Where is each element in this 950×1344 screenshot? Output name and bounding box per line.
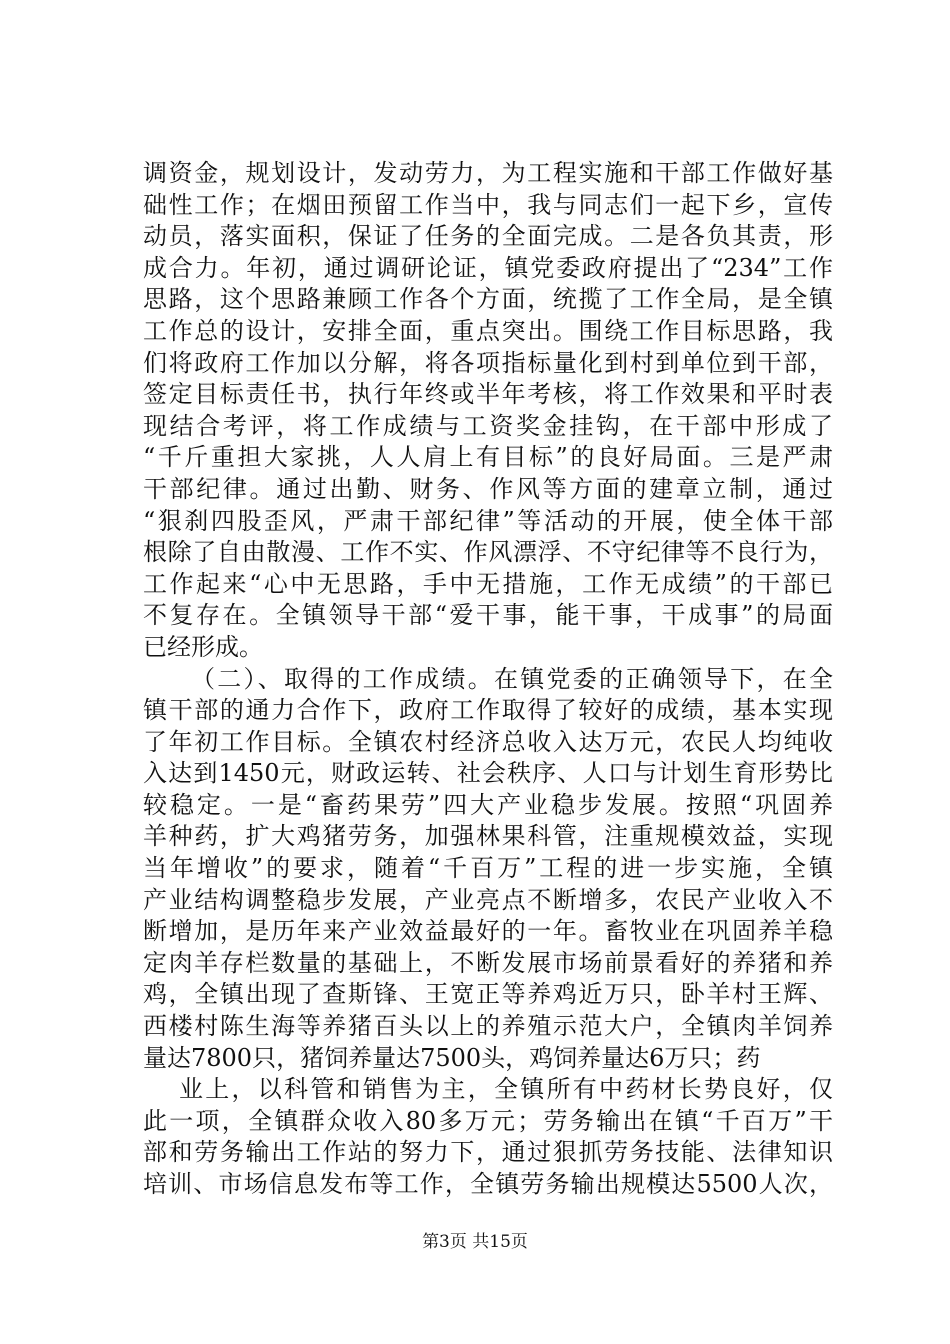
page-number-footer: 第3页 共15页 — [422, 1232, 528, 1252]
text-line: 了年初工作目标。全镇农村经济总收入达万元，农民人均纯收 — [143, 727, 833, 756]
text-line: “千斤重担大家挑，人人肩上有目标”的良好局面。三是严肃 — [143, 443, 833, 472]
text-line: 思路，这个思路兼顾工作各个方面，统揽了工作全局，是全镇 — [143, 285, 833, 314]
text-line: 签定目标责任书，执行年终或半年考核，将工作效果和平时表 — [143, 380, 833, 409]
text-line: 入达到1450元，财政运转、社会秩序、人口与计划生育形势比 — [143, 759, 833, 788]
text-line: 部和劳务输出工作站的努力下，通过狠抓劳务技能、法律知识 — [143, 1138, 833, 1167]
text-line: 工作起来“心中无思路，手中无措施，工作无成绩”的干部已 — [143, 569, 833, 598]
text-line: 现结合考评，将工作成绩与工资奖金挂钩，在干部中形成了 — [143, 411, 833, 440]
text-line: 成合力。年初，通过调研论证，镇党委政府提出了“234”工作 — [143, 253, 833, 282]
text-line: 们将政府工作加以分解，将各项指标量化到村到单位到干部， — [143, 348, 833, 377]
text-line: 此一项，全镇群众收入80多万元；劳务输出在镇“千百万”干 — [143, 1106, 833, 1135]
text-line: 培训、市场信息发布等工作，全镇劳务输出规模达5500人次， — [143, 1170, 833, 1198]
text-line: 已经形成。 — [143, 632, 263, 661]
text-line: 工作总的设计，安排全面，重点突出。围绕工作目标思路，我 — [143, 316, 833, 345]
text-line: 础性工作；在烟田预留工作当中，我与同志们一起下乡，宣传 — [143, 190, 833, 219]
text-line: 产业结构调整稳步发展，产业亮点不断增多，农民产业收入不 — [143, 885, 833, 914]
text-line: 业上，以科管和销售为主，全镇所有中药材长势良好，仅 — [179, 1075, 833, 1104]
text-line: 量达7800只，猪饲养量达7500头，鸡饲养量达6万只；药 — [143, 1043, 761, 1072]
section-heading-line: （二）、取得的工作成绩。在镇党委的正确领导下，在全 — [191, 664, 833, 693]
text-line: 西楼村陈生海等养猪百头以上的养殖示范大户，全镇肉羊饲养 — [143, 1012, 833, 1041]
text-line: 断增加，是历年来产业效益最好的一年。畜牧业在巩固养羊稳 — [143, 917, 833, 946]
text-line: 镇干部的通力合作下，政府工作取得了较好的成绩，基本实现 — [143, 696, 833, 725]
text-line: 不复存在。全镇领导干部“爱干事，能干事，干成事”的局面 — [143, 601, 833, 630]
text-line: 根除了自由散漫、工作不实、作风漂浮、不守纪律等不良行为， — [143, 538, 833, 567]
text-line: 定肉羊存栏数量的基础上，不断发展市场前景看好的养猪和养 — [143, 948, 833, 977]
text-line: 动员，落实面积，保证了任务的全面完成。二是各负其责，形 — [143, 222, 833, 251]
text-line: 调资金，规划设计，发动劳力，为工程实施和干部工作做好基 — [143, 159, 833, 187]
text-line: “狠刹四股歪风，严肃干部纪律”等活动的开展，使全体干部 — [143, 506, 833, 535]
text-line: 当年增收”的要求，随着“千百万”工程的进一步实施，全镇 — [143, 854, 833, 883]
text-line: 鸡，全镇出现了查斯锋、王宽正等养鸡近万只，卧羊村王辉、 — [143, 980, 833, 1009]
text-line: 羊种药，扩大鸡猪劳务，加强林果科管，注重规模效益，实现 — [143, 822, 833, 851]
text-line: 较稳定。一是“畜药果劳”四大产业稳步发展。按照“巩固养 — [143, 790, 833, 819]
text-line: 干部纪律。通过出勤、财务、作风等方面的建章立制，通过 — [143, 474, 833, 503]
document-body — [143, 158, 833, 1201]
